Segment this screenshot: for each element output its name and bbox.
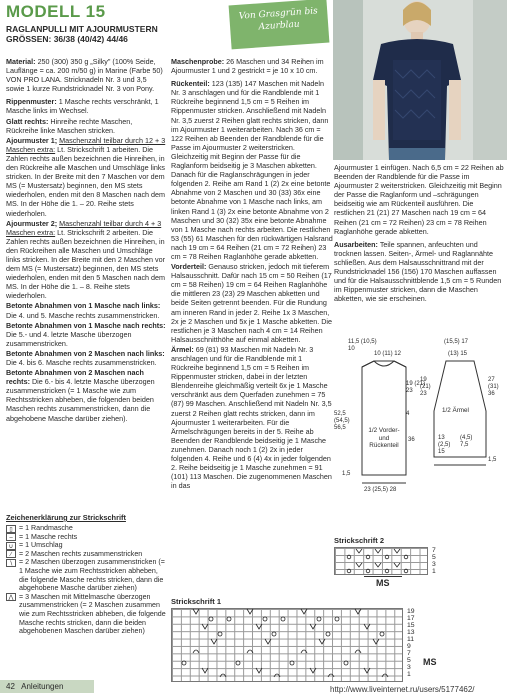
chart-1-row-label: 11 — [407, 636, 415, 643]
chart-1-row-label: 7 — [407, 650, 411, 657]
legend-item — [6, 550, 166, 559]
ajour2-text: Lt. Strickschrift 2 arbeiten. Die Zahlen rechts außen bezeichnen die Hinreihen, in den Rückreihen alle Maschen und Umschläge links stricken. In der Breite mit den 2 Maschen vor dem MS (= Mustersatz) beginnen, den MS stets wiederholen, enden mit den 5 Maschen nach dem MS. In der Höhe die 1. – 8. Reihe stets wiederholen. — [6, 227, 166, 301]
dim-sleeve-bottom: 13 (2,5) 15 — [438, 435, 451, 455]
dim-neck: 10 (11) 12 — [374, 351, 401, 357]
chart-1-row-label: 13 — [407, 629, 415, 636]
page-title: MODELL 15 — [6, 2, 106, 21]
section-name: Anleitungen — [21, 682, 64, 691]
legend-item — [6, 558, 166, 592]
dim-neck-depth: 4 — [406, 411, 410, 417]
ausarbeiten-label: Ausarbeiten: — [334, 239, 378, 249]
pattern-subtitle — [6, 24, 158, 44]
dim-rib-sleeve: 1,5 — [488, 457, 497, 463]
legend-text: = 2 Maschen rechts zusammenstricken — [19, 549, 143, 558]
symbol-legend — [6, 513, 166, 636]
chart-2-title: Strickschrift 2 — [334, 536, 385, 545]
dim-sleeve-top: (15,5) 17 — [444, 339, 469, 345]
legend-item — [6, 524, 166, 533]
ssk-icon: ∖ — [6, 559, 16, 567]
chart-1-row-label: 15 — [407, 622, 415, 629]
chart-2-row-label: 1 — [432, 568, 436, 575]
page-number: 42 — [6, 682, 15, 691]
ruecken-label: Rückenteil: — [171, 79, 210, 89]
subtitle-line-2: GRÖSSEN: 36/38 (40/42) 44/46 — [6, 34, 128, 44]
instructions-column-2 — [171, 57, 333, 491]
instructions-column-1 — [6, 57, 166, 424]
legend-item — [6, 533, 166, 542]
dim-bottom: 23 (25,5) 28 — [364, 487, 397, 493]
chart-2-ms-label: MS — [376, 578, 390, 588]
vorder-text: Genauso stricken, jedoch mit tieferem Halsausschnitt. Dafür nach 15 cm = 50 Reihen (17 cm = 58 Reihen) 19 cm = 64 Reihen Raglanhöhe die mittleren 23 (23) 29 Maschen abketten und beide Seiten getrennt beenden. Für die Rundung am inneren Rand in jeder 2. Reihe 1x 3 Maschen, 2x je 2 Maschen und 5x je 1 Masche abketten. Die restlichen je 3 Maschen nach 4 cm = 14 Reihen Halsausschnitthöhe auf einmal abketten. — [171, 262, 333, 344]
dim-width: 52,5 (54,5) 56,5 — [334, 411, 350, 431]
aermel-text: 69 (81) 93 Maschen mit Nadeln Nr. 3 anschlagen und für die Randblende mit 1 Rückreihe beginnend 1,5 cm = 5 Reihen im Rippenmuster stricken, dabei in der letzten Blendenreihe gleichmäßig verteilt 6x je 1 Masche verschränkt aus dem Querfaden zunehmen = 75 (87) 99 Maschen. Anschließend mit Nadeln Nr. 3,5 zuerst 2 Reihen glatt rechts stricken, dann im Ajourmuster 1 weiterarbeiten. Für die Ärmelschrägungen bereits in der 5. Reihe ab Beenden der Randblende beidseitig je 1 Masche zunehmen. Danach noch 1 (2) 2x in jeder folgenden 4. Reihe und 6 (4) 4x in jeder folgenden 2. Reihe beidseitig je 1 Masche zunehmen = 91 (101) 113 Maschen. Die zugenommenen Maschen in das — [171, 344, 332, 491]
dim-sleeve-raglan: 19 (21) 23 — [420, 377, 431, 397]
legend-text: = 2 Maschen überzogen zusammenstricken (= 1 Masche wie zum Rechtsstricken abheben, die folgende Masche rechts stricken, dann die abgehobene Masche darüber ziehen) — [19, 558, 165, 593]
chart-1-row-label: 17 — [407, 615, 415, 622]
abn2-label: Betonte Abnahmen von 1 Masche nach rechts: — [6, 320, 166, 330]
k2tog-icon: ∕ — [6, 550, 16, 558]
dim-height: 36 — [408, 437, 415, 443]
material-text: 250 (300) 350 g „Silky" (100% Seide, Lauflänge = ca. 200 m/50 g) in Marine (Farbe 50) VON PRO LANA. Stricknadeln Nr. 3 und 3,5 sowie 1 kurze Rundstricknadel Nr. 3 von Pony. — [6, 57, 163, 94]
ajour2-label: Ajourmuster 2; — [6, 218, 58, 228]
dim-sleeve-width: 27 (31) 36 — [488, 377, 499, 397]
glatt-label: Glatt rechts: — [6, 116, 49, 126]
sleeve-continuation-text: Ajourmuster 1 einfügen. Nach 6,5 cm = 22 Reihen ab Beenden der Randblende für die Passe im Ajourmuster 2 weiterstricken. Gleichzeitig mit Beginn der Passe die Raglanform und –schrägungen beidseitig wie am Rückenteil ausführen. Die restlichen 21 (21) 27 Maschen nach 19 cm = 64 Reihen (21 cm = 72 Reihen) 23 cm = 78 Reihen Raglanhöhe gerade abketten. — [334, 163, 504, 236]
abn1-text: Die 4. und 5. Masche rechts zusammenstricken. — [6, 310, 160, 320]
page-footer — [0, 680, 94, 693]
sleeve-piece-label: 1/2 Ärmel — [442, 407, 469, 414]
abn2-text: Die 5.- und 4. letzte Masche überzogen zusammenstricken. — [6, 329, 132, 348]
dim-sleeve-top2: (13) 15 — [448, 351, 468, 357]
chart-1-row-label: 5 — [407, 657, 411, 664]
chart-2 — [334, 536, 504, 586]
dim-raglan: 19 (21) 23 — [406, 381, 426, 394]
legend-text: = 1 Randmasche — [19, 524, 73, 532]
chart-1-row-label: 1 — [407, 671, 411, 678]
ajour1-label: Ajourmuster 1; — [6, 135, 58, 145]
ausarbeiten-text: Teile spannen, anfeuchten und trocknen lassen. Seiten-, Ärmel- und Raglannähte schließen. Aus dem Halsausschnittrand mit der Rundstricknadel 156 (156) 170 Maschen auffassen und für die Halsausschnittblende 1,5 cm = 5 Runden im Rippenmuster stricken, dann die Maschen abketten, wie sie erscheinen. — [334, 239, 502, 304]
source-url[interactable]: http://www.liveinternet.ru/users/5177462/ — [330, 685, 475, 694]
ajour2-stitch-count: Maschenzahl teilbar durch 4 + 3 Maschen extra: — [6, 218, 162, 237]
glatt-text: Hinreihe rechte Maschen, Rückreihe linke Maschen stricken. — [6, 116, 133, 135]
dim-rib-body: 1,5 — [342, 471, 351, 477]
cdd-icon: ⋀ — [6, 593, 16, 601]
chart-1-ms-label: MS — [423, 657, 437, 667]
subtitle-line-1: RAGLANPULLI MIT AJOURMUSTERN — [6, 24, 158, 34]
legend-text: = 3 Maschen mit Mittelmasche überzogen zusammenstricken (= 2 Maschen zusammen wie zum Rechtsstricken abheben, die folgende Masche rechts stricken, dann die beiden abgehobenen Maschen darüber ziehen) — [19, 592, 166, 636]
probe-text: 26 Maschen und 34 Reihen im Ajourmuster 1 und 2 gestrickt = je 10 x 10 cm. — [171, 57, 324, 76]
knit-stitch-icon: – — [6, 533, 16, 541]
ajour1-stitch-count: Maschenzahl teilbar durch 12 + 3 Maschen extra: — [6, 135, 166, 154]
material-label: Material: — [6, 57, 36, 66]
probe-label: Maschenprobe: — [171, 57, 225, 66]
ajour1-text: Lt. Strickschrift 1 arbeiten. Die Zahlen rechts außen bezeichnen die Hinreihen, in den Rückreihe alle Maschen und Umschläge links stricken. In der Breite mit den 7 Maschen vor dem MS (= Mustersatz) beginnen, den MS stets wiederholen, enden mit den 8 Maschen nach dem MS. In der Höhe die 1. – 20. Reihe stets wiederholen. — [6, 144, 166, 218]
legend-text: = 1 Umschlag — [19, 541, 63, 550]
chart-1-row-label: 9 — [407, 643, 411, 650]
chart-2-row-label: 3 — [432, 561, 436, 568]
chart-2-symbols — [334, 547, 428, 575]
model-photo — [333, 0, 507, 160]
chart-1-symbols — [171, 608, 403, 682]
section-badge: Von Grasgrün bis Azurblau — [229, 0, 330, 49]
instructions-column-3 — [334, 163, 504, 304]
ruecken-text: 123 (135) 147 Maschen mit Nadeln Nr. 3 anschlagen und für die Randblende mit 1 Rückreihe beginnend 1,5 cm = 5 Reihen im Rippenmuster stricken. Anschließend mit Nadeln Nr. 3,5 zuerst 2 Reihen glatt rechts stricken, dann im Ajourmuster 1 weiterarbeiten. Nach 36 cm = 122 Reihen ab Beenden der Randblende für die Passe im Ajourmuster 2 weiterstricken. Gleichzeitig mit Beginn der Passe für die Raglanform beidseitig je 3 Maschen abketten. Danach für die Raglanschrägungen in jeder folgenden 2. Reihe am Rand 1 (2) 2x eine betonte Abnahme von 2 Maschen und 30 (33) 36x eine betonte Abnahme von 1 Masche nach links, am linken Rand 1 (3) 2x eine betonte Abnahme von 2 Maschen und 30 (32) 35x eine betonte Abnahme von 1 Masche nach rechts arbeiten. Die restlichen 53 (55) 61 Maschen für den rückwärtigen Halsrand nach 19 cm = 64 Reihen (21 cm = 72 Reihen) 23 cm = 78 Reihen Raglanhöhe gerade abketten. — [171, 79, 333, 261]
yarn-over-icon: ∪ — [6, 542, 16, 550]
legend-item — [6, 593, 166, 636]
chart-2-row-label: 5 — [432, 554, 436, 561]
chart-1 — [171, 597, 501, 683]
body-piece-label: 1/2 Vorder- und Rückenteil — [368, 427, 400, 449]
chart-1-title: Strickschrift 1 — [171, 597, 222, 606]
aermel-label: Ärmel: — [171, 344, 194, 354]
chart-1-row-label: 3 — [407, 664, 411, 671]
abn4-text: Die 6.- bis 4. letzte Masche überzogen zusammenstricken (= 1 Masche wie zum Rechtsstricken abheben, die folgenden beiden Maschen rechts zusammenstricken, dann die abgehobene Masche darüber ziehen). — [6, 377, 155, 423]
abn3-label: Betonte Abnahmen von 2 Maschen nach links: — [6, 348, 165, 358]
abn3-text: Die 4. bis 6. Masche rechts zusammenstricken. — [6, 358, 157, 367]
abn4-label: Betonte Abnahmen von 2 Maschen nach rechts: — [6, 368, 144, 387]
chart-1-row-label: 19 — [407, 608, 415, 615]
dim-sleeve-bottom2: (4,5) 7,5 — [460, 435, 473, 448]
rippen-label: Rippenmuster: — [6, 97, 57, 107]
legend-title: Zeichenerklärung zur Strickschrift — [6, 513, 126, 522]
legend-text: = 1 Masche rechts — [19, 532, 78, 541]
legend-item — [6, 541, 166, 550]
dim-top: 11,5 (10,5) 10 — [348, 339, 377, 352]
abn1-label: Betonte Abnahmen von 1 Masche nach links: — [6, 301, 161, 311]
schematic-drawing — [334, 337, 504, 522]
schematic-diagram — [334, 337, 504, 522]
model-photo-illustration — [333, 0, 507, 160]
chart-2-ms-bracket — [364, 576, 402, 577]
body-piece-outline — [362, 361, 406, 475]
chart-2-row-label: 7 — [432, 547, 436, 554]
edge-stitch-icon: ▯ — [6, 525, 16, 533]
vorder-label: Vorderteil: — [171, 262, 207, 272]
rippen-text: 1 Masche rechts verschränkt, 1 Masche links im Wechsel. — [6, 97, 159, 116]
